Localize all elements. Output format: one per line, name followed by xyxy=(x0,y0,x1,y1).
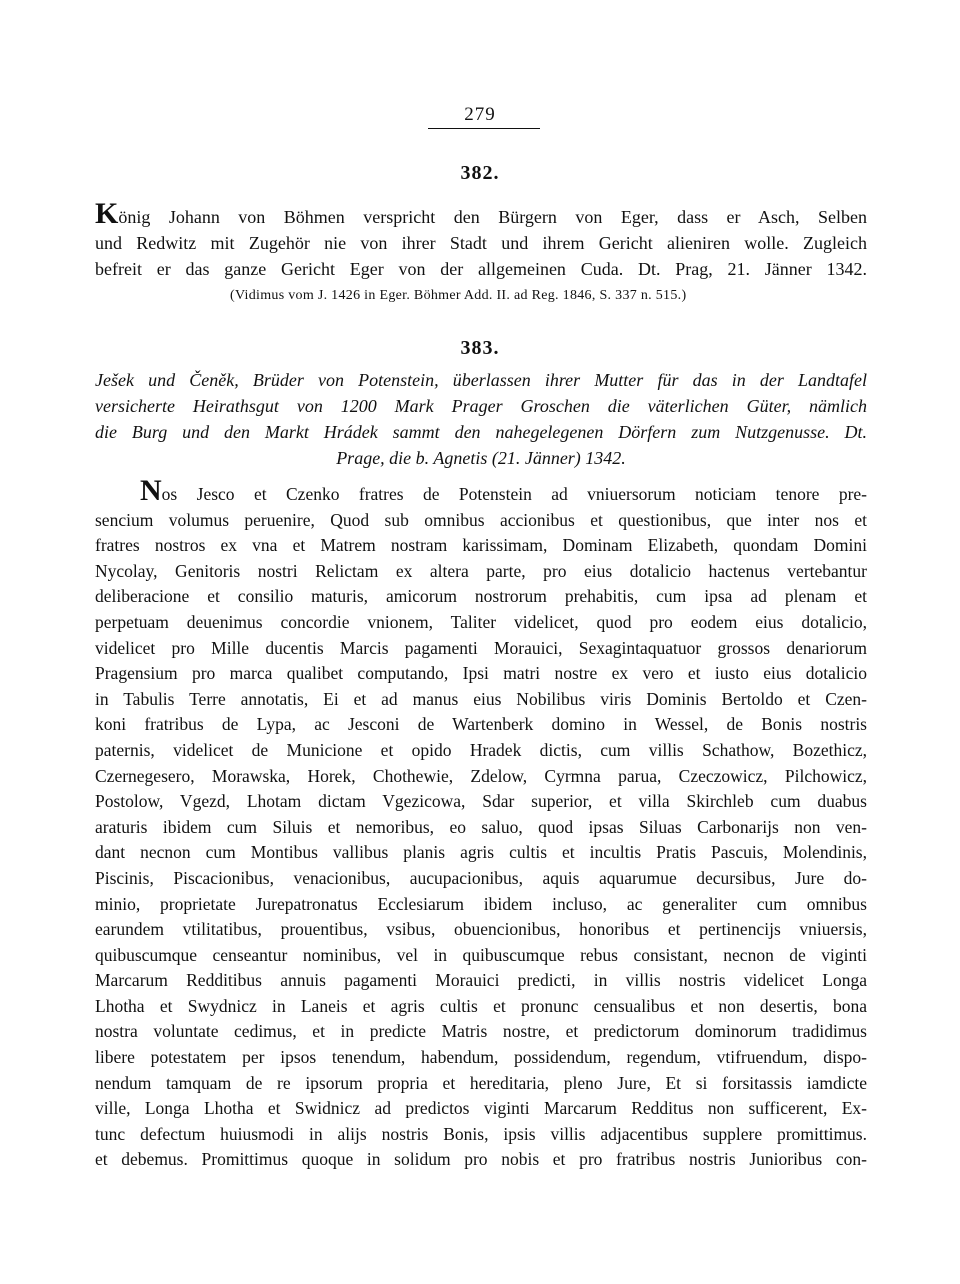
latin-text-line: Nycolay, Genitoris nostri Relictam ex altera parte, pro eius dotalicio hactenus vertebantur xyxy=(95,560,867,581)
page-number-rule xyxy=(428,128,540,129)
latin-text-line: paternis, videlicet de Municione et opido Hradek dictis, cum villis Schathow, Bozethicz, xyxy=(95,739,867,760)
latin-text-line: ville, Longa Lhotha et Swidnicz ad predictos viginti Marcarum Redditus non sufficerent, Ex- xyxy=(95,1098,867,1119)
latin-text-line: Marcarum Redditibus annuis pagamenti Morauici predicti, in villis nostris videlicet Longa xyxy=(95,970,867,991)
latin-text-line: dant necnon cum Montibus vallibus planis agris cultis et incultis Pratis Pascuis, Molendinis, xyxy=(95,842,867,863)
summary-383-line: die Burg und den Markt Hrádek sammt den nahegelegenen Dörfern zum Nutzgenusse. Dt. xyxy=(95,422,867,442)
latin-text-line: earundem vtilitatibus, prouentibus, vsibus, obuencionibus, honoribus et pertinencijs vniuersis, xyxy=(95,919,867,940)
latin-text-line: nostra voluntate cedimus, et in predicte Matris nostre, et predictorum dominorum tradidimus xyxy=(95,1021,867,1042)
latin-text-line: quibuscumque censeantur nominibus, vel in quibuscumque rebus consistant, necnon de viginti xyxy=(95,944,867,965)
latin-text-line: et debemus. Promittimus quoque in solidum pro nobis et pro fratribus nostris Junioribus con- xyxy=(95,1149,867,1170)
summary-382-line: König Johann von Böhmen verspricht den Bürgern von Eger, dass er Asch, Selben xyxy=(95,197,867,230)
latin-text-line: sencium volumus peruenire, Quod sub omnibus accionibus et questionibus, que inter nos et xyxy=(95,509,867,530)
summary-383-date-line: Prage, die b. Agnetis (21. Jänner) 1342. xyxy=(336,448,626,468)
latin-text-line: Pragensium pro marca qualibet computando, Ipsi matri nostre ex vero et iusto eius dotalicio xyxy=(95,663,867,684)
latin-text-line: nendum tamquam de re ipsorum propria et hereditaria, pleno Jure, Et si forsitassis iamdicte xyxy=(95,1072,867,1093)
summary-382-line: und Redwitz mit Zugehör nie von ihrer Stadt und ihrem Gericht alieniren wolle. Zugleich xyxy=(95,233,867,253)
latin-text-line: koni fratribus de Lypa, ac Jesconi de Wartenberk domino in Wessel, de Bonis nostris xyxy=(95,714,867,735)
document-383-latin-text xyxy=(95,474,867,1173)
latin-text-line: Nos Jesco et Czenko fratres de Potenstein ad vniuersorum noticiam tenore pre- xyxy=(140,474,867,507)
page-number: 279 xyxy=(464,104,496,125)
drop-initial-k: K xyxy=(95,197,119,230)
document-number-382: 382. xyxy=(460,162,500,184)
latin-text-line: deliberacione et consilio maturis, amicorum nostrorum prehabitis, cum ipsa ad plenam et xyxy=(95,586,867,607)
summary-383-line: versicherte Heirathsgut von 1200 Mark Prager Groschen die väterlichen Güter, nämlich xyxy=(95,396,867,416)
document-number-383: 383. xyxy=(460,337,500,359)
latin-text-line: videlicet pro Mille ducentis Marcis pagamenti Morauici, Sexagintaquatuor grossos denariorum xyxy=(95,637,867,658)
document-383-summary xyxy=(95,367,867,471)
document-382-summary xyxy=(95,197,867,282)
latin-text-line: fratres nostros ex vna et Matrem nostram karissimam, Dominam Elizabeth, quondam Domini xyxy=(95,535,867,556)
summary-383-line: Ješek und Čeněk, Brüder von Potenstein, überlassen ihrer Mutter für das in der Landtafel xyxy=(95,370,867,390)
latin-text-line: minio, proprietate Jurepatronatus Ecclesiarum ibidem incluso, ac generaliter cum omnibus xyxy=(95,893,867,914)
latin-text-line: araturis ibidem cum Siluis et nemoribus, eo saluo, quod ipsas Siluas Carbonarijs non ven- xyxy=(95,816,867,837)
latin-text-line: tunc defectum huiusmodi in alijs nostris Bonis, ipsis villis adjacentibus supplere promittimus. xyxy=(95,1123,867,1144)
summary-382-line: befreit er das ganze Gericht Eger von der allgemeinen Cuda. Dt. Prag, 21. Jänner 1342. xyxy=(95,259,867,279)
drop-initial-n: N xyxy=(140,474,162,507)
latin-text-line: Lhotha et Swydnicz in Laneis et agris cultis et pronunc censualibus et non desertis, bona xyxy=(95,995,867,1016)
latin-text-line: libere potestatem per ipsos tenendum, habendum, possidendum, regendum, vtifruendum, dispo- xyxy=(95,1047,867,1068)
latin-text-line: Postolow, Vgezd, Lhotam dictam Vgezicowa, Sdar superior, et villa Skirchleb cum duabus xyxy=(95,791,867,812)
latin-text-line: perpetuam deuenimus concordie vnionem, Taliter videlicet, quod pro eodem eius dotalicio, xyxy=(95,611,867,632)
latin-text-line: in Tabulis Terre annotatis, Ei et ad manus eius Nobilibus viris Dominis Bertoldo et Czen- xyxy=(95,688,867,709)
latin-text-line: Czernegesero, Morawska, Horek, Chothewie, Zdelow, Cyrmna parua, Czeczowicz, Pilchowicz, xyxy=(95,765,867,786)
latin-text-line: Piscinis, Piscacionibus, venacionibus, aucupacionibus, aquis aquarumue decursibus, Jure do- xyxy=(95,867,867,888)
document-382-source-citation: (Vidimus vom J. 1426 in Eger. Böhmer Add. II. ad Reg. 1846, S. 337 n. 515.) xyxy=(230,288,687,303)
